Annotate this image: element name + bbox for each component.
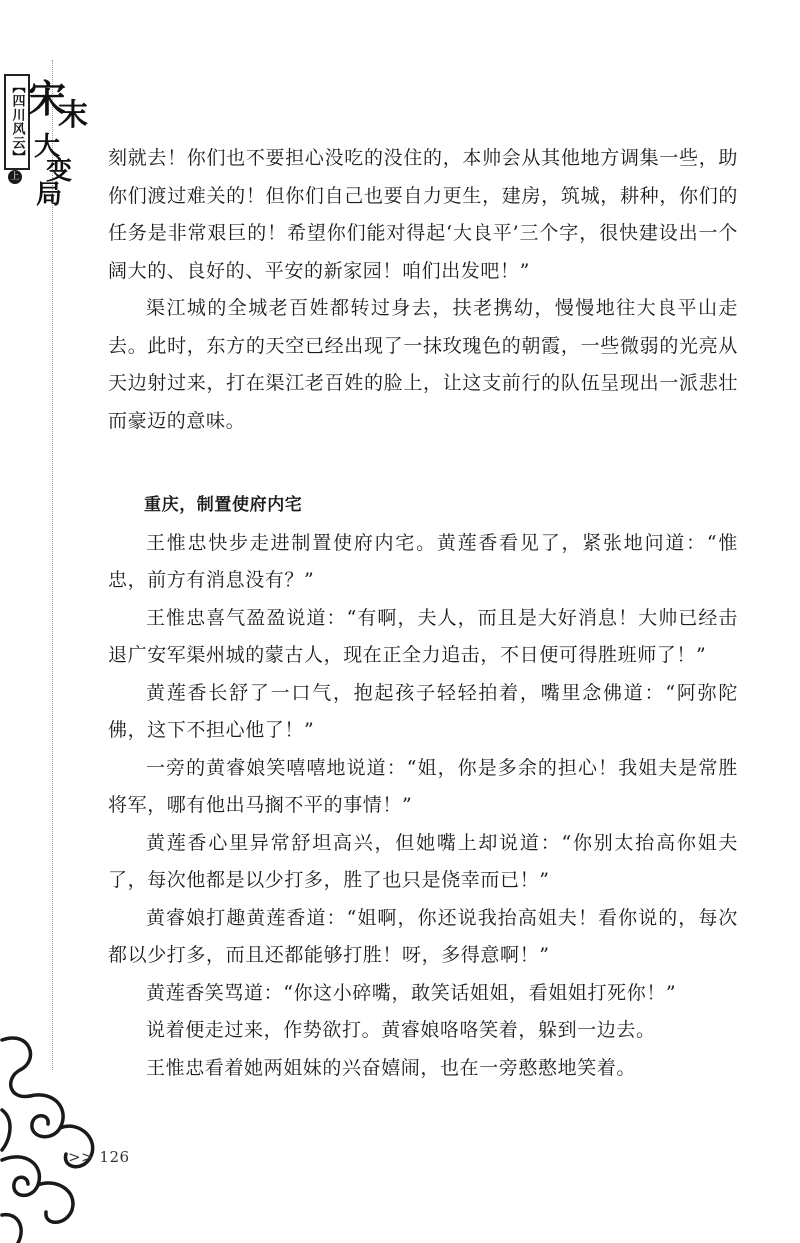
book-title-char: 大 [34,132,61,162]
body-text [108,140,738,1087]
paragraph: 黄莲香长舒了一口气，抱起孩子轻轻拍着，嘴里念佛道：“阿弥陀佛，这下不担心他了！” [108,681,738,741]
page-number: >> 126 [68,1148,130,1166]
paragraph: 黄莲香笑骂道：“你这小碎嘴，敢笑话姐姐，看姐姐打死你！” [146,981,677,1004]
book-title-char: 末 [58,98,88,133]
paragraph: 黄莲香心里异常舒坦高兴，但她嘴上却说道：“你别太抬高你姐夫了，每次他都是以少打多，胜了也只是侥幸而已！” [108,831,738,891]
book-title-char: 变 [46,156,73,186]
paragraph: 刻就去！你们也不要担心没吃的没住的，本帅会从其他地方调集一些，助你们渡过难关的！但你们自己也要自力更生，建房，筑城，耕种，你们的任务是非常艰巨的！希望你们能对得起‘大良平’三个字，很快建设出一个阔大的、良好的、平安的新家园！咱们出发吧！” [108,147,738,282]
paragraph: 一旁的黄睿娘笑嘻嘻地说道：“姐，你是多余的担心！我姐夫是常胜将军，哪有他出马搁不平的事情！” [108,756,738,816]
paragraph: 渠江城的全城老百姓都转过身去，扶老携幼，慢慢地往大良平山走去。此时，东方的天空已经出现了一抹玫瑰色的朝霞，一些微弱的光亮从天边射过来，打在渠江老百姓的脸上，让这支前行的队伍呈现出一派悲壮而豪迈的意味。 [108,297,738,432]
book-title-char: 宋 [28,76,67,121]
series-label: 【四川风云】 [9,80,25,164]
paragraph: 王惟忠快步走进制置使府内宅。黄莲香看见了，紧张地问道：“惟忠，前方有消息没有？” [108,531,738,591]
section-heading: 重庆，制置使府内宅 [144,495,303,515]
section-gap [108,440,738,487]
book-title-calligraphy [20,68,90,208]
paragraph: 王惟忠看着她两姐妹的兴奋嬉闹，也在一旁憨憨地笑着。 [146,1056,637,1079]
margin-dotted-rule [52,60,53,1070]
book-title-char: 局 [36,180,63,210]
cloud-ornament-icon [0,1000,110,1243]
paragraph: 王惟忠喜气盈盈说道：“有啊，夫人，而且是大好消息！大帅已经击退广安军渠州城的蒙古人，现在正全力追击，不日便可得胜班师了！” [108,606,738,666]
volume-badge: 上 [8,170,22,184]
paragraph: 黄睿娘打趣黄莲香道：“姐啊，你还说我抬高姐夫！看你说的，每次都以少打多，而且还都能够打胜！呀，多得意啊！” [108,906,738,966]
paragraph: 说着便走过来，作势欲打。黄睿娘咯咯笑着，躲到一边去。 [146,1019,656,1041]
